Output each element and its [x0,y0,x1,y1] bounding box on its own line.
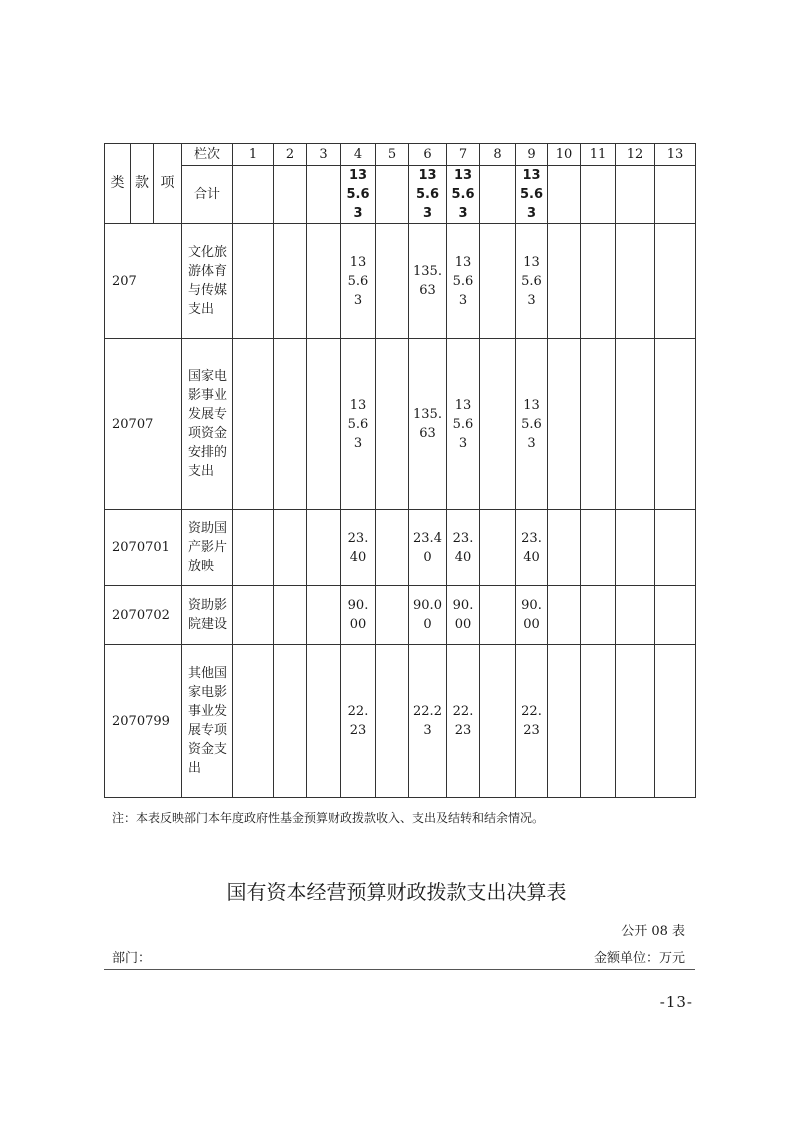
cell [548,339,581,510]
header-lei: 类 [105,144,131,224]
row-col7: 90.00 [447,586,480,645]
cell [233,339,274,510]
total-col4: 135.63 [341,166,376,224]
row-code: 20707 [105,339,182,510]
total-col6: 135.63 [409,166,447,224]
row-code: 207 [105,224,182,339]
cell [233,510,274,586]
cell [376,166,409,224]
cell [616,224,655,339]
cell [307,510,341,586]
header-lanci: 栏次 [182,144,233,166]
row-col4: 22.23 [341,645,376,798]
cell [548,166,581,224]
col-number: 1 [233,144,274,166]
next-table-title: 国有资本经营预算财政拨款支出决算表 [226,880,567,904]
col-number: 13 [655,144,696,166]
row-col9: 135.63 [516,224,548,339]
cell [233,224,274,339]
row-col4: 23.40 [341,510,376,586]
cell [655,645,696,798]
cell [376,224,409,339]
col-number: 4 [341,144,376,166]
cell [480,166,516,224]
cell [233,586,274,645]
row-col6: 23.40 [409,510,447,586]
row-code: 2070701 [105,510,182,586]
row-name: 其他国家电影事业发展专项资金支出 [182,645,233,798]
row-col4: 135.63 [341,224,376,339]
cell [274,586,307,645]
table-row [105,586,696,645]
page-number: -13- [659,993,693,1011]
department-label: 部门： [112,951,152,966]
table-row [105,510,696,586]
cell [581,510,616,586]
table-note: 注：本表反映部门本年度政府性基金预算财政拨款收入、支出及结转和结余情况。 [112,811,545,825]
row-code: 2070799 [105,645,182,798]
cell [307,586,341,645]
header-xiang: 项 [154,144,182,224]
col-number: 12 [616,144,655,166]
table-row [105,339,696,510]
cell [376,645,409,798]
cell [581,645,616,798]
header-kuan: 款 [131,144,154,224]
cell [480,339,516,510]
cell [480,224,516,339]
table-row [105,224,696,339]
total-col9: 135.63 [516,166,548,224]
row-col6: 135.63 [409,339,447,510]
row-col9: 135.63 [516,339,548,510]
row-col6: 135.63 [409,224,447,339]
cell [307,166,341,224]
cell [376,339,409,510]
cell [307,224,341,339]
col-number: 2 [274,144,307,166]
cell [655,166,696,224]
col-number: 9 [516,144,548,166]
cell [274,645,307,798]
header-row-column-numbers [105,144,696,166]
cell [480,510,516,586]
row-col4: 90.00 [341,586,376,645]
col-number: 10 [548,144,581,166]
row-col4: 135.63 [341,339,376,510]
row-name: 国家电影事业发展专项资金安排的支出 [182,339,233,510]
row-code: 2070702 [105,586,182,645]
cell [233,166,274,224]
cell [655,586,696,645]
row-col6: 22.23 [409,645,447,798]
unit-label: 金额单位：万元 [593,951,685,966]
col-number: 3 [307,144,341,166]
cell [655,339,696,510]
cell [581,339,616,510]
col-number: 6 [409,144,447,166]
col-number: 8 [480,144,516,166]
total-col7: 135.63 [447,166,480,224]
cell [548,224,581,339]
cell [274,339,307,510]
cell [616,166,655,224]
col-number: 7 [447,144,480,166]
total-label: 合计 [182,166,233,224]
cell [655,224,696,339]
row-col6: 90.00 [409,586,447,645]
table-row [105,645,696,798]
cell [655,510,696,586]
cell [376,510,409,586]
cell [616,339,655,510]
row-col9: 90.00 [516,586,548,645]
cell [307,339,341,510]
row-name: 资助国产影片放映 [182,510,233,586]
fund-table [104,143,696,798]
cell [581,166,616,224]
cell [548,645,581,798]
form-number: 公开 08 表 [621,924,685,939]
row-col7: 135.63 [447,224,480,339]
total-row [105,166,696,224]
row-col9: 22.23 [516,645,548,798]
cell [233,645,274,798]
cell [274,166,307,224]
row-col9: 23.40 [516,510,548,586]
row-col7: 22.23 [447,645,480,798]
cell [480,586,516,645]
cell [307,645,341,798]
cell [616,586,655,645]
row-name: 文化旅游体育与传媒支出 [182,224,233,339]
header-rule [104,969,695,970]
row-col7: 23.40 [447,510,480,586]
cell [616,645,655,798]
cell [548,510,581,586]
cell [548,586,581,645]
cell [581,224,616,339]
cell [480,645,516,798]
row-name: 资助影院建设 [182,586,233,645]
cell [274,224,307,339]
col-number: 11 [581,144,616,166]
cell [376,586,409,645]
cell [616,510,655,586]
cell [274,510,307,586]
cell [581,586,616,645]
row-col7: 135.63 [447,339,480,510]
col-number: 5 [376,144,409,166]
